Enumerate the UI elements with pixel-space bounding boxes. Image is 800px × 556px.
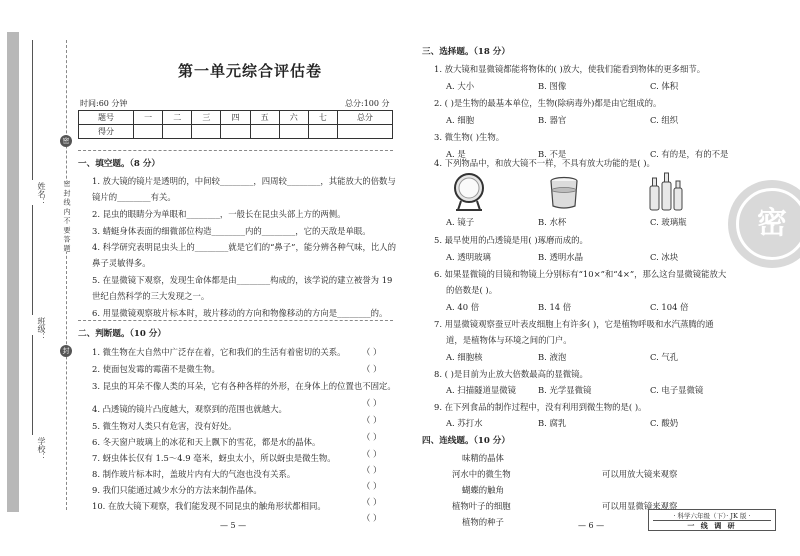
choice-option[interactable]: B. 器官 xyxy=(538,115,567,125)
name-line xyxy=(32,40,33,180)
seal-circle-bottom: 封 xyxy=(60,345,72,357)
choice-question: 6. 如果显微镜的目镜和物镜上分别标有“10×”和“4×”，那么这台显微镜能放大 xyxy=(434,269,727,279)
choice-option[interactable]: A. 细胞 xyxy=(446,115,475,125)
fill-question: 镜片的________有关。 xyxy=(92,192,176,202)
choice-option[interactable]: A. 大小 xyxy=(446,81,475,91)
judge-question: 5. 微生物对人类只有危害，没有好处。 xyxy=(92,421,237,431)
choice-option[interactable]: A. 透明玻璃 xyxy=(446,252,491,262)
score-value-row xyxy=(79,125,393,139)
score-header-cell: 四 xyxy=(221,111,250,125)
section-judge-heading: 二、判断题。（10 分） xyxy=(78,329,166,339)
choice-option[interactable]: A. 细胞核 xyxy=(446,352,483,362)
class-line xyxy=(32,205,33,315)
score-table xyxy=(78,110,393,139)
choice-option[interactable]: A. 40 倍 xyxy=(446,302,480,312)
choice-question: 2. ( )是生物的最基本单位，生物(除病毒外)都是由它组成的。 xyxy=(434,98,662,108)
choice-option[interactable]: B. 腐乳 xyxy=(538,418,567,428)
score-cell[interactable] xyxy=(134,125,163,139)
choice-option[interactable]: B. 水杯 xyxy=(538,217,567,227)
judge-question: 7. 蚜虫体长仅有 1.5～4.9 毫米，蚜虫太小，所以蚜虫是微生物。 xyxy=(92,453,336,463)
exam-total: 总分:100 分 xyxy=(345,99,390,108)
answer-paren[interactable]: （ ） xyxy=(362,497,382,507)
score-header-cell: 七 xyxy=(308,111,337,125)
fill-question: 4. 科学研究表明昆虫头上的________就是它们的“鼻子”，能分辨各种气味，比人的 xyxy=(92,242,396,252)
section-divider xyxy=(78,320,393,321)
score-cell[interactable] xyxy=(308,125,337,139)
judge-question: 6. 冬天窗户玻璃上的冰花和天上飘下的雪花，都是水的晶体。 xyxy=(92,437,321,447)
water-cup-icon xyxy=(548,176,580,213)
score-cell[interactable] xyxy=(163,125,192,139)
glass-bottles-icon xyxy=(648,170,684,215)
section-divider xyxy=(78,150,393,151)
match-left-item[interactable]: 河水中的微生物 xyxy=(452,469,511,479)
footer-brand: 一 线 调 研 xyxy=(687,521,737,530)
exam-time: 时间:60 分钟 xyxy=(80,99,128,108)
seal-character: 密 xyxy=(736,188,800,260)
choice-option[interactable]: A. 镜子 xyxy=(446,217,475,227)
judge-question: 4. 凸透镜的镜片凸度越大，观察到的范围也就越大。 xyxy=(92,404,287,414)
choice-question: 4. 下列物品中，和放大镜不一样，不具有放大功能的是( )。 xyxy=(434,158,655,168)
binding-strip xyxy=(7,32,19,512)
choice-option[interactable]: C. 电子显微镜 xyxy=(650,385,704,395)
page-title: 第一单元综合评估卷 xyxy=(177,62,322,80)
confidential-seal-icon xyxy=(728,180,800,268)
choice-question-cont: 道，是植物体与环境之间的门户。 xyxy=(446,335,572,345)
choice-question: 7. 用显微镜观察蚕豆叶表皮细胞上有许多( )，它是植物呼吸和水汽蒸腾的通 xyxy=(434,319,714,329)
choice-option[interactable]: A. 扫描隧道显微镜 xyxy=(446,385,516,395)
section-fill-heading: 一、填空题。（8 分） xyxy=(78,159,161,169)
choice-option[interactable]: B. 14 倍 xyxy=(538,302,572,312)
choice-option[interactable]: B. 不是 xyxy=(538,149,567,159)
choice-option[interactable]: A. 是 xyxy=(446,149,466,159)
answer-paren[interactable]: （ ） xyxy=(362,449,382,459)
score-header-cell: 总分 xyxy=(337,111,392,125)
judge-question: 10. 在放大镜下观察，我们能发现不同昆虫的触角形状都相同。 xyxy=(92,501,326,511)
match-right-item[interactable]: 可以用放大镜来观察 xyxy=(602,469,678,479)
judge-question: 9. 我们只能通过减少水分的方法来制作晶体。 xyxy=(92,485,262,495)
fill-question: 2. 昆虫的眼睛分为单眼和________，一般长在昆虫头部上方的两侧。 xyxy=(92,209,346,219)
choice-question: 9. 在下列食品的制作过程中，没有利用到微生物的是( )。 xyxy=(434,402,647,412)
match-left-item[interactable]: 蝴蝶的触角 xyxy=(462,485,504,495)
score-header-row xyxy=(79,111,393,125)
score-cell[interactable] xyxy=(337,125,392,139)
seal-circle-top: 密 xyxy=(60,135,72,147)
fill-question: 1. 放大镜的镜片是透明的，中间较________，四周较________，其能放大的倍数与 xyxy=(92,176,396,186)
choice-option[interactable]: B. 图像 xyxy=(538,81,567,91)
school-label: 学校： xyxy=(37,437,46,461)
fill-question: 6. 用显微镜观察玻片标本时，玻片移动的方向和物像移动的方向是________的。 xyxy=(92,308,388,318)
choice-option[interactable]: C. 冰块 xyxy=(650,252,679,262)
score-header-cell: 六 xyxy=(279,111,308,125)
answer-paren[interactable]: （ ） xyxy=(362,481,382,491)
match-left-item[interactable]: 味精的晶体 xyxy=(462,453,504,463)
choice-option[interactable]: A. 苏打水 xyxy=(446,418,483,428)
section-choice-heading: 三、选择题。（18 分） xyxy=(422,47,510,57)
choice-option[interactable]: C. 组织 xyxy=(650,115,679,125)
answer-paren[interactable]: （ ） xyxy=(362,364,382,374)
seal-warning-text: 密 封 线 内 不 要 答 题 xyxy=(63,180,71,252)
match-left-item[interactable]: 植物的种子 xyxy=(462,517,504,527)
name-label: 姓名： xyxy=(37,182,46,206)
footer-brand-box xyxy=(648,509,776,531)
match-right-item[interactable]: 可以用显微镜来观察 xyxy=(602,501,678,511)
score-header-cell: 五 xyxy=(250,111,279,125)
fill-question: 5. 在显微镜下观察，发现生命体都是由________构成的，该学说的建立被誉为 19 xyxy=(92,275,393,285)
seal-dash-line xyxy=(66,40,67,510)
score-cell[interactable] xyxy=(192,125,221,139)
choice-option[interactable]: B. 液泡 xyxy=(538,352,567,362)
choice-option[interactable]: C. 104 倍 xyxy=(650,302,689,312)
score-cell[interactable] xyxy=(279,125,308,139)
match-left-item[interactable]: 植物叶子的细胞 xyxy=(452,501,511,511)
judge-question: 2. 使面包发霉的霉菌不是微生物。 xyxy=(92,364,220,374)
mirror-icon xyxy=(452,172,486,215)
score-cell[interactable] xyxy=(221,125,250,139)
choice-question: 1. 放大镜和显微镜都能将物体的( )放大，使我们能看到物体的更多细节。 xyxy=(434,64,706,74)
judge-question: 8. 制作玻片标本时，盖玻片内有大的气泡也没有关系。 xyxy=(92,469,296,479)
school-line xyxy=(32,335,33,435)
answer-paren[interactable]: （ ） xyxy=(362,432,382,442)
score-header-cell: 一 xyxy=(134,111,163,125)
choice-option[interactable]: B. 透明水晶 xyxy=(538,252,583,262)
choice-option[interactable]: C. 酸奶 xyxy=(650,418,679,428)
choice-question: 8. ( )是目前为止放大倍数最高的显微镜。 xyxy=(434,369,588,379)
choice-option[interactable]: C. 玻璃瓶 xyxy=(650,217,687,227)
class-label: 班级： xyxy=(37,317,46,341)
section-match-heading: 四、连线题。（10 分） xyxy=(422,436,510,446)
score-cell[interactable] xyxy=(250,125,279,139)
answer-paren[interactable]: （ ） xyxy=(362,347,382,357)
choice-question-cont: 的倍数是( )。 xyxy=(446,285,498,295)
page-number-left: — 5 — xyxy=(220,521,247,530)
choice-question: 3. 微生物( )生物。 xyxy=(434,132,505,142)
score-header-cell: 三 xyxy=(192,111,221,125)
score-header-cell: 二 xyxy=(163,111,192,125)
choice-option[interactable]: C. 气孔 xyxy=(650,352,679,362)
answer-paren[interactable]: （ ） xyxy=(362,465,382,475)
score-header-cell: 题号 xyxy=(79,111,134,125)
fill-question: 3. 蜻蜓身体表面的细微部位构造________内的________，它的天敌是单眼。 xyxy=(92,226,371,236)
answer-paren[interactable]: （ ） xyxy=(362,513,382,523)
choice-option[interactable]: B. 光学显微镜 xyxy=(538,385,592,395)
footer-course: · 科学六年级（下）· JK 版 · xyxy=(653,511,771,521)
fill-question: 世纪自然科学的三大发现之一。 xyxy=(92,291,210,301)
judge-question: 1. 微生物在大自然中广泛存在着，它和我们的生活有着密切的关系。 xyxy=(92,347,346,357)
answer-paren[interactable]: （ ） xyxy=(362,398,382,408)
choice-option[interactable]: C. 有的是，有的不是 xyxy=(650,149,729,159)
answer-paren[interactable]: （ ） xyxy=(362,415,382,425)
choice-option[interactable]: C. 体积 xyxy=(650,81,679,91)
judge-question: 3. 昆虫的耳朵不像人类的耳朵，它有各种各样的外形，在身体上的位置也不固定。 xyxy=(92,381,396,391)
choice-question: 5. 最早使用的凸透镜是用( )琢磨而成的。 xyxy=(434,235,588,245)
fill-question: 鼻子灵敏得多。 xyxy=(92,258,151,268)
page-number-right: — 6 — xyxy=(578,521,605,530)
score-row-label: 得分 xyxy=(79,125,134,139)
